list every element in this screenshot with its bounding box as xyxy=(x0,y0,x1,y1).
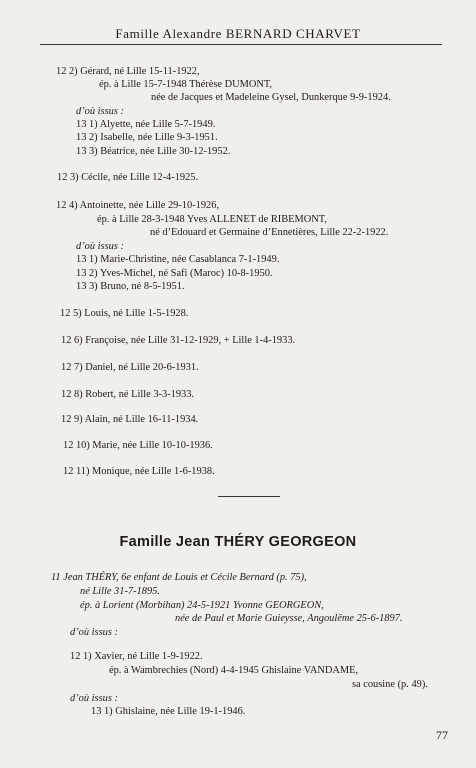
entry-line: 12 1) Xavier, né Lille 1-9-1922. xyxy=(70,651,203,662)
running-header: Famille Alexandre BERNARD CHARVET xyxy=(115,26,361,41)
entry-line: né Lille 31-7-1895. xyxy=(80,586,160,597)
entry-line: 13 3) Béatrice, née Lille 30-12-1952. xyxy=(76,146,231,157)
entry-line: d’où issus : xyxy=(76,106,124,117)
entry-line: 13 1) Ghislaine, née Lille 19-1-1946. xyxy=(91,706,246,717)
entry-line: née de Jacques et Madeleine Gysel, Dunkerque 9-9-1924. xyxy=(151,92,391,103)
header-rule xyxy=(40,44,442,45)
entry-line: 13 3) Bruno, né 8-5-1951. xyxy=(76,281,185,292)
page-number: 77 xyxy=(436,728,448,742)
entry-line: ép. à Wambrechies (Nord) 4-4-1945 Ghislaine VANDAME, xyxy=(109,665,359,676)
entry-line: née de Paul et Marie Guieysse, Angoulême 25-6-1897. xyxy=(175,613,403,624)
entry-line: d’où issus : xyxy=(76,241,124,252)
entry-line: ép. à Lille 28-3-1948 Yves ALLENET de RIBEMONT, xyxy=(97,214,327,225)
entry-line: 12 4) Antoinette, née Lille 29-10-1926, xyxy=(56,200,220,211)
entry-line: ép. à Lorient (Morbihan) 24-5-1921 Yvonne GEORGEON, xyxy=(80,600,324,611)
entry-line: 12 7) Daniel, né Lille 20-6-1931. xyxy=(61,362,199,373)
entry-line: 12 11) Monique, née Lille 1-6-1938. xyxy=(63,466,215,477)
entry-line: 13 2) Isabelle, née Lille 9-3-1951. xyxy=(76,132,218,143)
section-title: Famille Jean THÉRY GEORGEON xyxy=(119,534,357,550)
entry-line: 12 5) Louis, né Lille 1-5-1928. xyxy=(60,308,189,319)
entry-line: 12 10) Marie, née Lille 10-10-1936. xyxy=(63,440,213,451)
entry-line: né d’Edouard et Germaine d’Ennetières, Lille 22-2-1922. xyxy=(150,227,389,238)
entry-line: 12 2) Gérard, né Lille 15-11-1922, xyxy=(56,66,200,77)
section-separator xyxy=(218,496,280,497)
entry-line: sa cousine (p. 49). xyxy=(352,679,428,690)
entry-line: d’où issus : xyxy=(70,693,118,704)
entry-line: 12 3) Cécile, née Lille 12-4-1925. xyxy=(57,172,199,183)
entry-line: d’où issus : xyxy=(70,627,118,638)
entry-line: 11 Jean THÉRY, 6e enfant de Louis et Cécile Bernard (p. 75), xyxy=(51,572,307,583)
entry-line: 13 1) Marie-Christine, née Casablanca 7-1-1949. xyxy=(76,254,280,265)
entry-line: 12 8) Robert, né Lille 3-3-1933. xyxy=(61,389,195,400)
entry-line: 13 1) Alyette, née Lille 5-7-1949. xyxy=(76,119,216,130)
entry-line: 13 2) Yves-Michel, né Safi (Maroc) 10-8-1950. xyxy=(76,268,273,279)
entry-line: 12 9) Alain, né Lille 16-11-1934. xyxy=(61,414,199,425)
entry-line: 12 6) Françoise, née Lille 31-12-1929, + Lille 1-4-1933. xyxy=(61,335,296,346)
entry-line: ép. à Lille 15-7-1948 Thérèse DUMONT, xyxy=(99,79,273,90)
